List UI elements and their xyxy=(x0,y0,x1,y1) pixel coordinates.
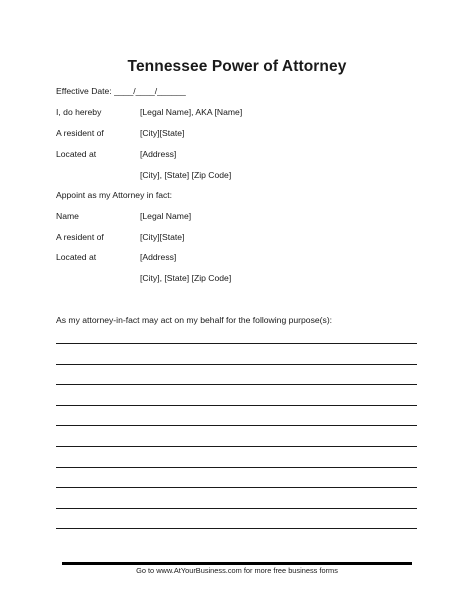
purpose-blank-line[interactable] xyxy=(56,467,417,468)
purpose-blank-line[interactable] xyxy=(56,425,417,426)
purpose-blank-line[interactable] xyxy=(56,528,417,529)
footer-text: Go to www.AtYourBusiness.com for more free business forms xyxy=(136,566,338,575)
purposes-statement: As my attorney-in-fact may act on my behalf for the following purpose(s): xyxy=(56,315,333,325)
attorney-address-field[interactable]: [Address] xyxy=(140,252,177,262)
purpose-blank-line[interactable] xyxy=(56,508,417,509)
attorney-name-label: Name xyxy=(56,211,79,221)
attorney-located-label: Located at xyxy=(56,252,97,262)
principal-address-field[interactable]: [Address] xyxy=(140,149,177,159)
attorney-city-state-zip-field[interactable]: [City], [State] [Zip Code] xyxy=(140,273,232,283)
principal-located-label: Located at xyxy=(56,149,97,159)
purpose-blank-line[interactable] xyxy=(56,364,417,365)
purpose-blank-line[interactable] xyxy=(56,384,417,385)
purpose-blank-line[interactable] xyxy=(56,487,417,488)
attorney-city-state-field[interactable]: [City][State] xyxy=(140,232,185,242)
document-title: Tennessee Power of Attorney xyxy=(127,58,347,75)
principal-resident-label: A resident of xyxy=(56,128,104,138)
attorney-resident-label: A resident of xyxy=(56,232,104,242)
attorney-name-field[interactable]: [Legal Name] xyxy=(140,211,192,221)
footer-divider xyxy=(62,562,412,565)
principal-city-state-field[interactable]: [City][State] xyxy=(140,128,185,138)
principal-hereby-label: I, do hereby xyxy=(56,107,102,117)
purpose-blank-line[interactable] xyxy=(56,343,417,344)
effective-date-label: Effective Date: xyxy=(56,86,112,96)
purpose-blank-line[interactable] xyxy=(56,446,417,447)
principal-city-state-zip-field[interactable]: [City], [State] [Zip Code] xyxy=(140,170,232,180)
purpose-blank-line[interactable] xyxy=(56,405,417,406)
principal-name-field[interactable]: [Legal Name], AKA [Name] xyxy=(140,107,243,117)
effective-date-row xyxy=(56,86,186,97)
appoint-heading: Appoint as my Attorney in fact: xyxy=(56,190,173,200)
effective-date-blank[interactable]: ____/____/______ xyxy=(114,86,186,96)
